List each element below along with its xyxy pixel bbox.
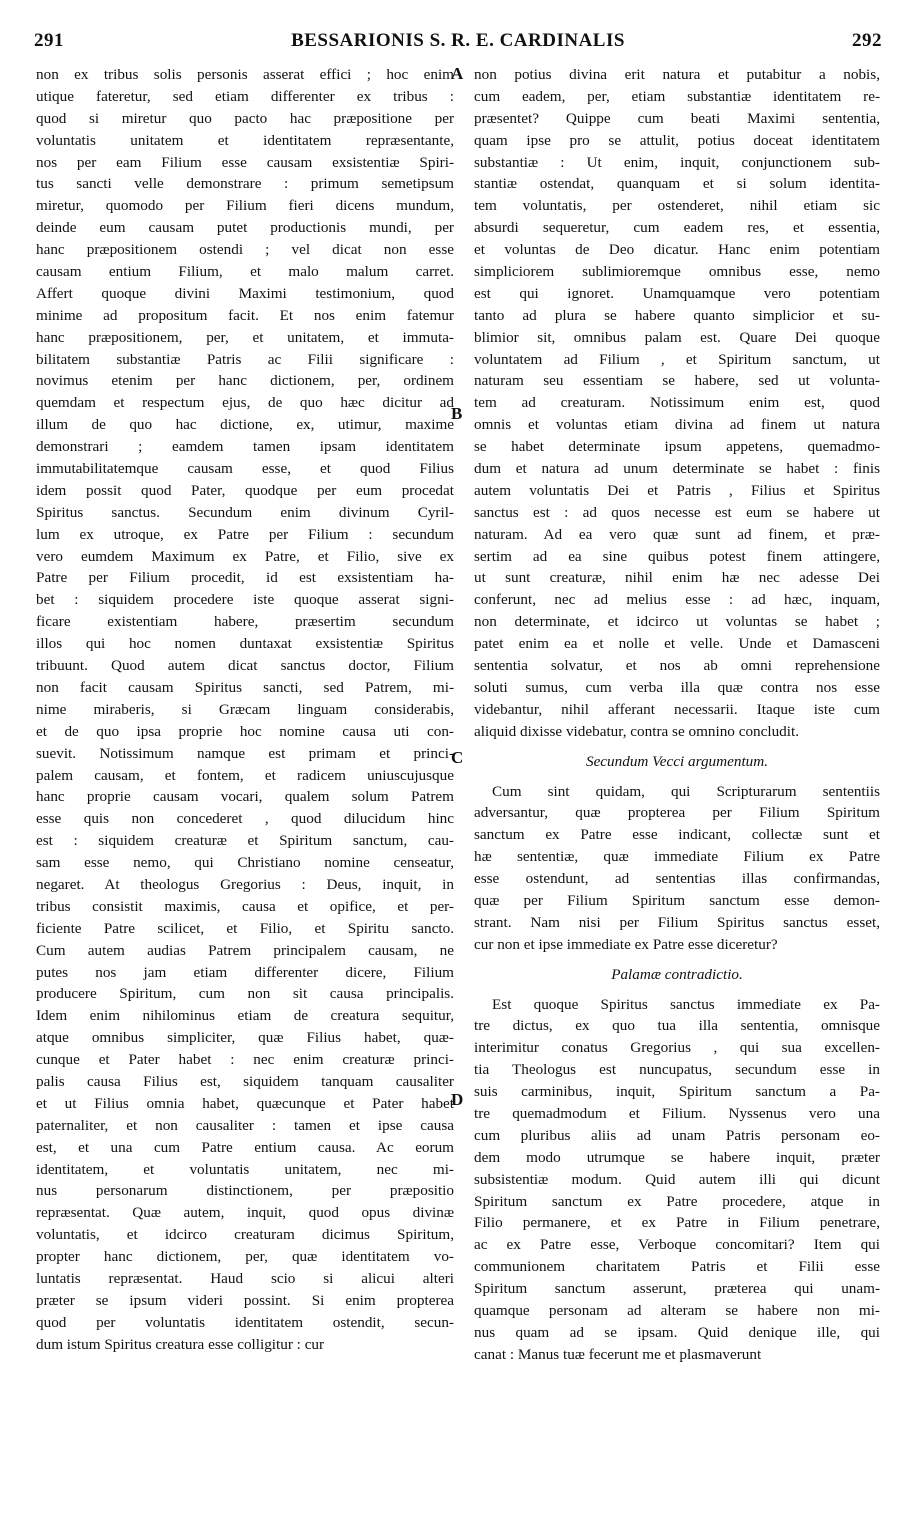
- text-line: tribuunt. Quod autem dicat sanctus doctor, Filium: [36, 657, 454, 675]
- text-line: sanctum ex Patre esse indicant, collectæ sunt et: [474, 826, 880, 844]
- text-line: voluntatem ad Filium , et Spiritum sanctum, ut: [474, 350, 880, 368]
- text-line: et ut Filius omnia habet, quæcunque et Pater habet: [36, 1094, 454, 1112]
- text-line: et de quo ipsa proprie hoc nomine causa uti con-: [36, 722, 454, 740]
- text-line: hæ sententiæ, quæ immediate Filium ex Patre: [474, 848, 880, 866]
- text-line: stantiæ ostendat, quanquam et si solum identita-: [474, 175, 880, 193]
- text-line: non ex tribus solis personis asserat effici ; hoc enim: [36, 66, 454, 83]
- text-line: producere Spiritum, cum non sit causa principalis.: [36, 985, 454, 1003]
- text-line: minime ad propositum facit. Et nos enim fatemur: [36, 306, 454, 324]
- text-line: dum istum Spiritus creatura esse colligitur : cur: [36, 1335, 325, 1353]
- text-line: hanc proprie causam vocari, qualem solum Patrem: [36, 788, 454, 806]
- text-line: præsentet? Quippe cum beati Maximi sententia,: [474, 109, 880, 127]
- text-line: quod si miretur quo pacto hac præpositione per: [36, 109, 454, 127]
- text-line: immutabilitatemque causam esse, et quod Filius: [36, 460, 454, 478]
- text-line: omnis et voluntas etiam divina ad finem ut natura: [474, 416, 880, 434]
- right-column-part-b: [474, 781, 880, 956]
- text-line: causam entium Filium, et malo malum carret.: [36, 263, 454, 281]
- text-line: tia Theologus est nuncupatus, secundum esse in: [474, 1061, 880, 1079]
- text-line: voluntatis unitatem et identitatem repræsentante,: [36, 131, 454, 149]
- text-line: negaret. At theologus Gregorius : Deus, inquit, in: [36, 875, 454, 893]
- text-line: sam esse nemo, qui Christiano nomine censeatur,: [36, 854, 454, 872]
- text-line: luntatis repræsentat. Haud scio si alicui alteri: [36, 1269, 454, 1287]
- text-line: non determinate, et idcirco ut voluntas se habet ;: [474, 613, 880, 631]
- text-line: se habet determinate ipsum appetens, quemadmo-: [474, 438, 880, 456]
- text-line: quamque personam ad alteram se habere non mi-: [474, 1301, 880, 1319]
- text-line: sanctus est : ad quos necesse est eum se habere ut: [474, 503, 880, 521]
- section-heading-palamae: Palamæ contradictio.: [611, 965, 743, 983]
- text-line: canat : Manus tuæ fecerunt me et plasmaverunt: [474, 1345, 762, 1363]
- text-line: et voluntas de Deo dicatur. Hanc enim potentiam: [474, 241, 880, 259]
- text-line: non facit causam Spiritus sancti, sed Patrem, mi-: [36, 678, 454, 696]
- text-line: quæ per Filium Spiritum sanctum esse demon-: [474, 891, 880, 909]
- page-header: [34, 30, 882, 56]
- text-line: Affert quoque divini Maximi testimonium, quod: [36, 284, 454, 302]
- text-line: substantiæ : Ut enim, inquit, conjunctionem sub-: [474, 153, 880, 171]
- text-line: naturam. Ad ea vero quæ sunt ad finem, et præ-: [474, 525, 880, 543]
- text-line: ficare existentiam habere, præsertim secundum: [36, 613, 454, 631]
- text-line: palis causa Filius est, siquidem tanquam causaliter: [36, 1072, 454, 1090]
- text-line: tem voluntatis, per ostenderet, nihil etiam sic: [474, 197, 880, 215]
- right-column-part-a: [474, 64, 880, 743]
- margin-letter-b: B: [451, 404, 463, 423]
- text-line: identitatem, et voluntatis unitatem, nec mi-: [36, 1160, 454, 1178]
- text-line: putes nos jam etiam differenter dicere, Filium: [36, 963, 454, 981]
- text-line: patet enim ea et nolle et velle. Unde et Damasceni: [474, 635, 880, 653]
- text-line: simpliciorem sublimioremque omnibus esse, nemo: [474, 263, 880, 281]
- text-line: cum eadem, per, etiam substantiæ identitatem re-: [474, 87, 880, 105]
- text-line: bet : siquidem procedere iste quoque asserat signi-: [36, 591, 454, 609]
- text-line: non potius divina erit natura et putabitur a nobis,: [474, 66, 880, 83]
- text-line: videbantur, nihil afferant necessarii. Itaque iste cum: [474, 700, 880, 718]
- text-line: voluntatis, et idcirco creaturam dicimus Spiritum,: [36, 1226, 454, 1244]
- text-line: esse quis non concederet , quod dilucidum hinc: [36, 810, 454, 828]
- text-line: est qui ignoret. Unamquamque vero potentiam: [474, 284, 880, 302]
- text-line: interimitur conatus Gregorius , qui sua excellen-: [474, 1039, 880, 1057]
- text-line: Spiritum sanctum asserunt, præterea qui unam-: [474, 1280, 880, 1298]
- text-line: adversantur, quæ propterea per Filium Spiritum: [474, 804, 880, 822]
- running-title: BESSARIONIS S. R. E. CARDINALIS: [291, 30, 625, 51]
- text-line: repræsentat. Quæ autem, inquit, quod opus divinæ: [36, 1204, 454, 1222]
- page-number-right: 292: [852, 30, 882, 51]
- text-line: atque omnibus simpliciter, quæ Filius habet, quæ-: [36, 1029, 454, 1047]
- text-line: esse ostendunt, ad sententias illas confirmandas,: [474, 870, 880, 888]
- section-heading-vecci: Secundum Vecci argumentum.: [585, 752, 769, 770]
- text-line: autem voluntatis Dei et Patris , Filius et Spiritus: [474, 481, 880, 499]
- text-line: est : siquidem creaturæ et Spiritum sanctum, cau-: [36, 832, 454, 850]
- text-line: blimior sit, omnibus palam est. Quare Dei quoque: [474, 328, 880, 346]
- text-line: Spiritus sanctus. Secundum enim divinum Cyril-: [36, 503, 454, 521]
- text-line: Filio permanere, et ex Patre in Filium penetrare,: [474, 1214, 880, 1232]
- text-line: deinde eum causam putet productionis mundi, per: [36, 219, 454, 237]
- text-line: naturam seu essentiam se habere, sed ut volunta-: [474, 372, 880, 390]
- right-column-part-c: [474, 994, 880, 1366]
- page-number-left: 291: [34, 30, 64, 51]
- text-line: cunque et Pater habet : nec enim creaturæ princi-: [36, 1051, 454, 1069]
- text-line: lum ex utroque, ex Patre per Filium : secundum: [36, 525, 454, 543]
- text-line: nos per eam Filium esse causam exsistentiæ Spiri-: [36, 153, 454, 171]
- text-line: Idem enim nihilominus etiam de creatura sequitur,: [36, 1007, 454, 1025]
- text-line: tanto ad plura se habere quanto simplicior et su-: [474, 306, 880, 324]
- text-line: ac ex Patre esse, Verboque concomitari? Item qui: [474, 1236, 880, 1254]
- text-line: suevit. Notissimum namque est primam et princi-: [36, 744, 454, 762]
- text-line: idem possit quod Pater, quodque per eum procedat: [36, 481, 454, 499]
- text-line: bilitatem substantiæ Patris ac Filii significare :: [36, 350, 454, 368]
- text-line: palem causam, et fontem, et radicem uniuscujusque: [36, 766, 454, 784]
- text-line: miretur, quomodo per Filium fieri dicens mundum,: [36, 197, 454, 215]
- margin-letter-a: A: [451, 64, 464, 83]
- text-line: propter hanc dictionem, per, quæ identitatem vo-: [36, 1248, 454, 1266]
- text-line: cum pluribus aliis ad unam Patris personam eo-: [474, 1126, 880, 1144]
- text-line: demonstrari ; eamdem tamen ipsam identitatem: [36, 438, 454, 456]
- text-line: illos qui hoc nomen duntaxat exsistentiæ Spiritus: [36, 635, 454, 653]
- text-line: quod per voluntatis identitatem ostendit, secun-: [36, 1313, 454, 1331]
- text-line: Cum autem audias Patrem principalem causam, ne: [36, 941, 454, 959]
- text-line: tus sancti velle demonstrare : primum semetipsum: [36, 175, 454, 193]
- text-line: subsistentiæ modum. Quid autem illi qui dicunt: [474, 1170, 880, 1188]
- text-line: ficiente Patre scilicet, et Filio, et Spiritu sancto.: [36, 919, 454, 937]
- text-line: soluti sumus, cum verba illa quæ contra nos esse: [474, 678, 880, 696]
- text-line: sententia solvatur, et nos ab omni reprehensione: [474, 657, 880, 675]
- text-line: tribus consistit maximis, causa et opifice, et per-: [36, 897, 454, 915]
- text-line: Spiritum sanctum ex Patre procedere, atque in: [474, 1192, 880, 1210]
- text-line: quam ipse pro se attulit, potius doceat identitatem: [474, 131, 880, 149]
- text-line: communionem charitatem Patris et Filii esse: [474, 1258, 880, 1276]
- text-line: quemdam et respectum ejus, de quo hæc dicitur ad: [36, 394, 454, 412]
- text-line: nus personarum distinctionem, per præpositio: [36, 1182, 454, 1200]
- text-line: strant. Nam nisi per Filium Spiritus sanctus esset,: [474, 913, 880, 931]
- left-column: [36, 64, 454, 1356]
- text-line: utique fateretur, sed etiam differenter ex tribus :: [36, 87, 454, 105]
- text-line: tre quemadmodum et Filium. Nyssenus vero una: [474, 1104, 880, 1122]
- text-line: hanc præpositionem, per, et unitatem, et immuta-: [36, 328, 454, 346]
- text-line: cur non et ipse immediate ex Patre esse diceretur?: [474, 935, 778, 953]
- text-line: aliquid dixisse videbatur, contra se omnino concludit.: [474, 722, 800, 740]
- text-line: ut sunt creaturæ, nihil enim hæ nec adesse Dei: [474, 569, 880, 587]
- text-line: paternaliter, et non causaliter : tamen et ipse causa: [36, 1116, 454, 1134]
- text-line: conferunt, nec ad melius esse : ad hæc, inquam,: [474, 591, 880, 609]
- right-column: [474, 64, 880, 1366]
- margin-letter-c: C: [451, 748, 464, 767]
- text-line: suis carminibus, inquit, Spiritum sanctum a Pa-: [474, 1083, 880, 1101]
- text-line: Patre per Filium procedit, id est exsistentiam ha-: [36, 569, 454, 587]
- text-line: nus quam ad se ipsam. Quid denique ille, qui: [474, 1323, 880, 1341]
- text-line: tre dictus, ex quo tua illa sententia, omnisque: [474, 1017, 880, 1035]
- text-line: tem ad creaturam. Notissimum enim est, quod: [474, 394, 880, 412]
- text-line: novimus etenim per hanc dictionem, per, ordinem: [36, 372, 454, 390]
- text-line: dem modo utrumque se habere inquit, præter: [474, 1148, 880, 1166]
- text-line: dum et natura ad unum determinate se habet : finis: [474, 460, 880, 478]
- text-line: Est quoque Spiritus sanctus immediate ex Pa-: [492, 995, 880, 1013]
- text-line: vero eumdem Maximum ex Patre, et Filio, sive ex: [36, 547, 454, 565]
- text-line: illum de quo hac dictione, ex, utimur, maxime: [36, 416, 454, 434]
- text-line: nime miraberis, si Græcam linguam considerabis,: [36, 700, 454, 718]
- text-line: hanc præpositionem ostendi ; vel dicat non esse: [36, 241, 454, 259]
- text-line: præter se ipsum videri possint. Si enim propterea: [36, 1291, 454, 1309]
- text-line: absurdi sequeretur, cum eadem res, et essentia,: [474, 219, 880, 237]
- text-line: sertim ad ea sine quibus potest finem attingere,: [474, 547, 880, 565]
- text-line: Cum sint quidam, qui Scripturarum sententiis: [492, 782, 880, 800]
- margin-letter-d: D: [451, 1090, 464, 1109]
- text-line: est, et una cum Patre entium causa. Ac eorum: [36, 1138, 454, 1156]
